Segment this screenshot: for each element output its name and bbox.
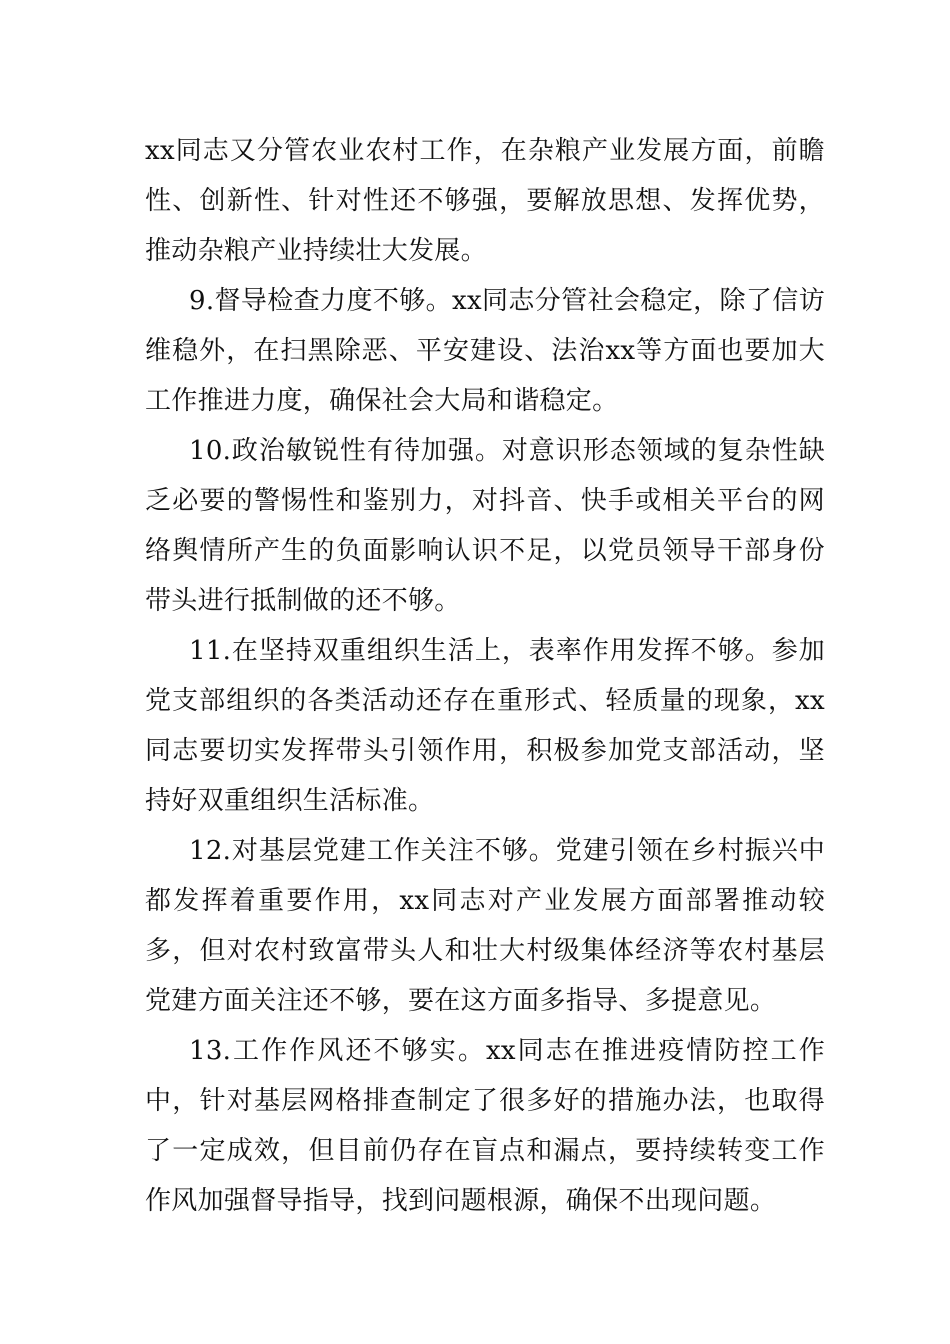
paragraph-item-13: 13.工作作风还不够实。xx同志在推进疫情防控工作中，针对基层网格排查制定了很多好的措施办法，也取得了一定成效，但目前仍存在盲点和漏点，要持续转变工作作风加强督导指导，找到问题根源，确保不出现问题。 [145,1036,825,1216]
paragraph-item-12: 12.对基层党建工作关注不够。党建引领在乡村振兴中都发挥着重要作用，xx同志对产业发展方面部署推动较多，但对农村致富带头人和壮大村级集体经济等农村基层党建方面关注还不够，要在这方面多指导、多提意见。 [145,836,825,1016]
paragraph-item-11: 11.在坚持双重组织生活上，表率作用发挥不够。参加党支部组织的各类活动还存在重形式、轻质量的现象，xx同志要切实发挥带头引领作用，积极参加党支部活动，坚持好双重组织生活标准。 [145,636,825,816]
paragraph-continuation: xx同志又分管农业农村工作，在杂粮产业发展方面，前瞻性、创新性、针对性还不够强，要解放思想、发挥优势，推动杂粮产业持续壮大发展。 [145,136,825,266]
paragraph-item-9: 9.督导检查力度不够。xx同志分管社会稳定，除了信访维稳外，在扫黑除恶、平安建设、法治xx等方面也要加大工作推进力度，确保社会大局和谐稳定。 [145,286,825,416]
paragraph-item-10: 10.政治敏锐性有待加强。对意识形态领域的复杂性缺乏必要的警惕性和鉴别力，对抖音、快手或相关平台的网络舆情所产生的负面影响认识不足，以党员领导干部身份带头进行抵制做的还不够。 [145,436,825,616]
document-body [145,126,825,1226]
